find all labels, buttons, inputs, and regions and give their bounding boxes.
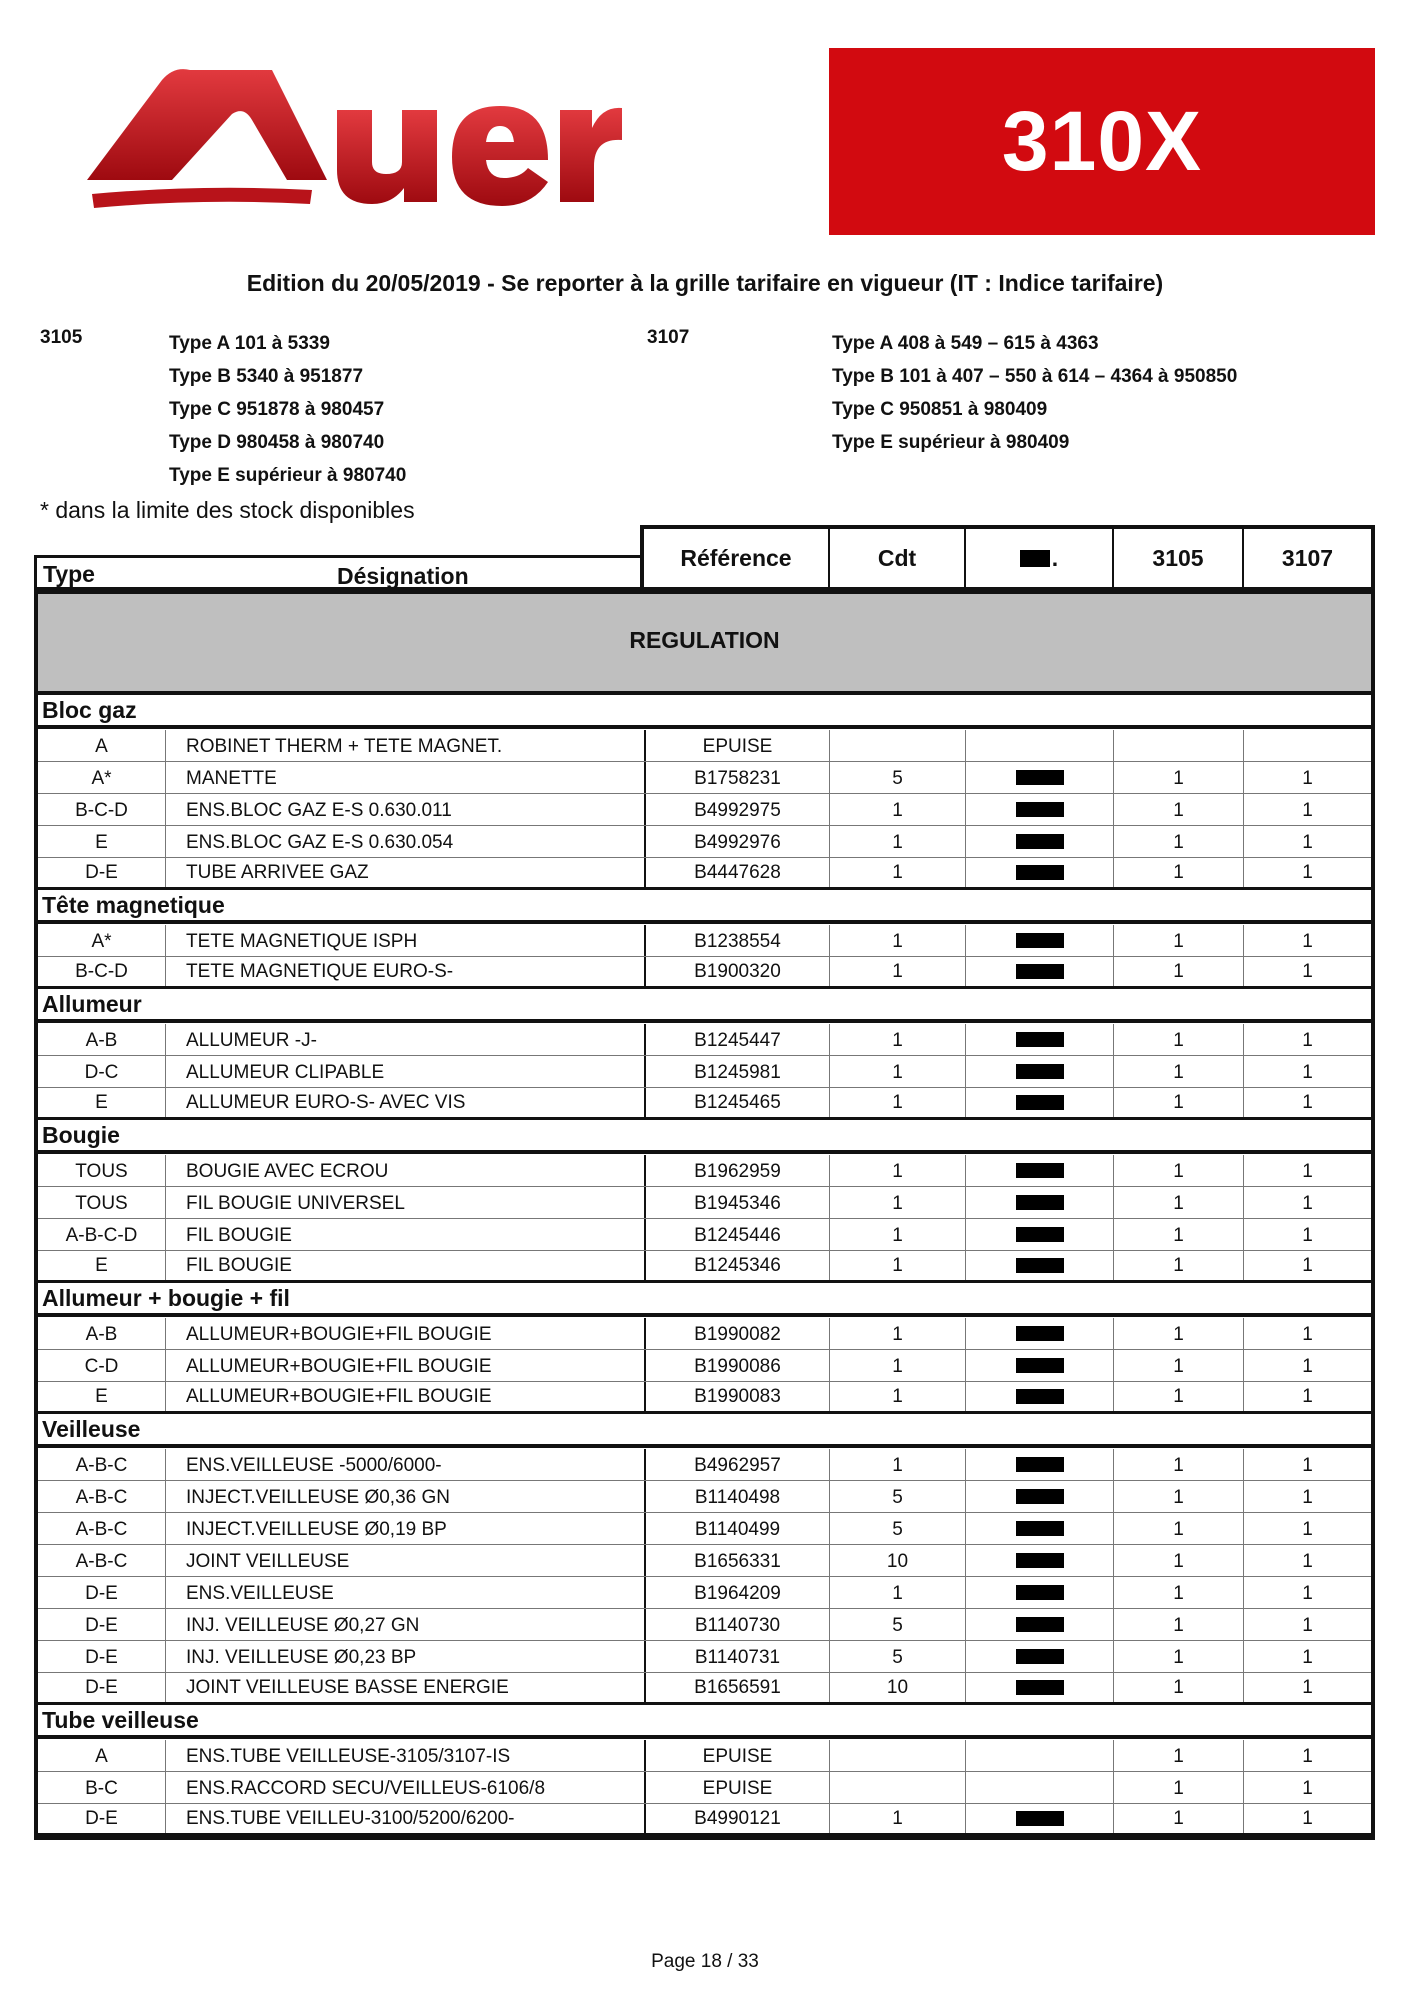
cell-designation: ALLUMEUR+BOUGIE+FIL BOUGIE — [166, 1382, 646, 1411]
cell-3105: 1 — [1114, 1772, 1244, 1803]
cell-3105: 1 — [1114, 1350, 1244, 1381]
header-3107: 3107 — [1281, 544, 1334, 571]
cell-cdt — [830, 1772, 966, 1803]
redacted-bar-icon — [1020, 550, 1050, 567]
model-banner — [829, 48, 1375, 235]
cell-3107: 1 — [1302, 1746, 1313, 1767]
cell-designation: ENS.VEILLEUSE — [166, 1577, 646, 1608]
type-info-item: Type A 408 à 549 – 615 à 4363 — [832, 333, 1099, 354]
type-info-item: Type D 980458 à 980740 — [169, 432, 385, 453]
cell-3107: 1 — [1302, 1487, 1313, 1508]
table-row — [38, 858, 1371, 890]
cell-3105: 1 — [1114, 1449, 1244, 1480]
cell-type: E — [38, 1251, 166, 1280]
type-info-item: Type C 951878 à 980457 — [169, 399, 385, 420]
cell-3105: 1 — [1114, 1609, 1244, 1640]
cell-it — [966, 1187, 1114, 1218]
cell-it — [966, 1350, 1114, 1381]
cell-3105: 1 — [1114, 1187, 1244, 1218]
table-header-right — [640, 525, 1375, 591]
cell-cdt: 1 — [830, 1449, 966, 1480]
cell-reference: B1990082 — [646, 1318, 830, 1349]
cell-3107: 1 — [1302, 1386, 1313, 1407]
redacted-bar-icon — [1016, 1811, 1064, 1826]
cell-3105: 1 — [1114, 1382, 1244, 1411]
cell-type: C-D — [38, 1350, 166, 1381]
table-row — [38, 730, 1371, 762]
cell-3105: 1 — [1114, 1318, 1244, 1349]
redacted-bar-icon — [1016, 1163, 1064, 1178]
cell-cdt: 1 — [830, 1187, 966, 1218]
cell-reference: B1140499 — [646, 1513, 830, 1544]
table-row — [38, 1088, 1371, 1120]
table-header-left — [34, 555, 643, 590]
table-row — [38, 1513, 1371, 1545]
cell-designation: ENS.BLOC GAZ E-S 0.630.011 — [166, 794, 646, 825]
cell-designation: FIL BOUGIE UNIVERSEL — [166, 1187, 646, 1218]
cell-3107: 1 — [1302, 862, 1313, 883]
cell-3107: 1 — [1302, 1225, 1313, 1246]
redacted-bar-icon — [1016, 1649, 1064, 1664]
cell-cdt: 1 — [830, 1088, 966, 1117]
redacted-bar-icon — [1016, 1585, 1064, 1600]
cell-it — [966, 1609, 1114, 1640]
cell-3105: 1 — [1114, 1673, 1244, 1702]
cell-type: TOUS — [38, 1155, 166, 1186]
cell-reference: EPUISE — [646, 730, 830, 761]
cell-type: A-B-C — [38, 1449, 166, 1480]
cell-it — [966, 1740, 1114, 1771]
cell-designation: BOUGIE AVEC ECROU — [166, 1155, 646, 1186]
redacted-bar-icon — [1016, 1389, 1064, 1404]
cell-3107: 1 — [1302, 1092, 1313, 1113]
cell-designation: TUBE ARRIVEE GAZ — [166, 858, 646, 887]
cell-3107: 1 — [1302, 1615, 1313, 1636]
cell-type: D-E — [38, 1673, 166, 1702]
cell-3107: 1 — [1302, 768, 1313, 789]
cell-3105: 1 — [1114, 1513, 1244, 1544]
redacted-bar-icon — [1016, 802, 1064, 817]
redacted-bar-icon — [1016, 1326, 1064, 1341]
cell-cdt: 10 — [830, 1545, 966, 1576]
table-row — [38, 1318, 1371, 1350]
table-row — [38, 1155, 1371, 1187]
cell-type: B-C-D — [38, 794, 166, 825]
cell-type: D-E — [38, 858, 166, 887]
cell-cdt: 1 — [830, 957, 966, 986]
cell-reference: B1238554 — [646, 925, 830, 956]
cell-cdt — [830, 730, 966, 761]
cell-reference: B1245346 — [646, 1251, 830, 1280]
table-row — [38, 1024, 1371, 1056]
type-info-item: Type B 5340 à 951877 — [169, 366, 364, 387]
cell-cdt: 1 — [830, 1219, 966, 1250]
cell-cdt: 1 — [830, 1155, 966, 1186]
header-reference: Référence — [644, 529, 830, 587]
cell-designation: ALLUMEUR EURO-S- AVEC VIS — [166, 1088, 646, 1117]
redacted-bar-icon — [1016, 1553, 1064, 1568]
cell-3105: 1 — [1114, 1481, 1244, 1512]
redacted-bar-icon — [1016, 1032, 1064, 1047]
cell-3107: 1 — [1302, 1551, 1313, 1572]
group-title: Bougie — [38, 1120, 1371, 1154]
cell-reference: B1990083 — [646, 1382, 830, 1411]
table-row — [38, 1251, 1371, 1283]
cell-type: B-C-D — [38, 957, 166, 986]
cell-type: A — [38, 730, 166, 761]
cell-cdt: 1 — [830, 1804, 966, 1833]
cell-it — [966, 1219, 1114, 1250]
type-info-item: Type E supérieur à 980740 — [169, 465, 407, 486]
cell-cdt: 1 — [830, 925, 966, 956]
type-info-3105-list — [169, 327, 406, 492]
cell-designation: ENS.TUBE VEILLEU-3100/5200/6200- — [166, 1804, 646, 1833]
cell-it — [966, 826, 1114, 857]
redacted-bar-icon — [1016, 1680, 1064, 1695]
redacted-bar-icon — [1016, 1457, 1064, 1472]
cell-3105: 1 — [1114, 794, 1244, 825]
cell-it — [966, 1318, 1114, 1349]
cell-it — [966, 1545, 1114, 1576]
redacted-bar-icon — [1016, 1227, 1064, 1242]
cell-designation: FIL BOUGIE — [166, 1219, 646, 1250]
cell-reference: B1990086 — [646, 1350, 830, 1381]
header-it-label: . — [1051, 544, 1059, 571]
cell-type: B-C — [38, 1772, 166, 1803]
group-rows — [38, 729, 1371, 890]
cell-3105: 1 — [1114, 1088, 1244, 1117]
redacted-bar-icon — [1016, 1521, 1064, 1536]
cell-type: E — [38, 1382, 166, 1411]
cell-reference: B4992976 — [646, 826, 830, 857]
cell-3107: 1 — [1302, 1778, 1313, 1799]
group-rows — [38, 924, 1371, 989]
cell-3107: 1 — [1302, 1324, 1313, 1345]
redacted-bar-icon — [1016, 770, 1064, 785]
group-rows — [38, 1448, 1371, 1705]
cell-3107: 1 — [1302, 1193, 1313, 1214]
cell-3107: 1 — [1302, 931, 1313, 952]
cell-3107: 1 — [1302, 1808, 1313, 1829]
cell-3105: 1 — [1114, 1641, 1244, 1672]
cell-3105: 1 — [1114, 1155, 1244, 1186]
cell-reference: B1758231 — [646, 762, 830, 793]
type-info-item: Type B 101 à 407 – 550 à 614 – 4364 à 950850 — [832, 366, 1238, 387]
cell-reference: B1140731 — [646, 1641, 830, 1672]
group-rows — [38, 1023, 1371, 1120]
cell-3105 — [1114, 730, 1244, 761]
cell-type: A* — [38, 925, 166, 956]
cell-3107: 1 — [1302, 1583, 1313, 1604]
redacted-bar-icon — [1016, 1195, 1064, 1210]
page-number: Page 18 / 33 — [651, 1951, 759, 1972]
cell-reference: B1245447 — [646, 1024, 830, 1055]
cell-designation: INJECT.VEILLEUSE Ø0,36 GN — [166, 1481, 646, 1512]
cell-it — [966, 1772, 1114, 1803]
cell-reference: B4990121 — [646, 1804, 830, 1833]
redacted-bar-icon — [1016, 1489, 1064, 1504]
cell-reference: B1140730 — [646, 1609, 830, 1640]
cell-3105: 1 — [1114, 1545, 1244, 1576]
cell-designation: ENS.RACCORD SECU/VEILLEUS-6106/8 — [166, 1772, 646, 1803]
cell-cdt: 1 — [830, 1056, 966, 1087]
cell-3105: 1 — [1114, 957, 1244, 986]
cell-designation: ALLUMEUR -J- — [166, 1024, 646, 1055]
cell-3107 — [1244, 730, 1371, 761]
cell-it — [966, 794, 1114, 825]
cell-designation: ENS.VEILLEUSE -5000/6000- — [166, 1449, 646, 1480]
cell-designation: ENS.TUBE VEILLEUSE-3105/3107-IS — [166, 1740, 646, 1771]
cell-it — [966, 957, 1114, 986]
group-rows — [38, 1739, 1371, 1836]
edition-line: Edition du 20/05/2019 - Se reporter à la grille tarifaire en vigueur (IT : Indice tarifaire) — [246, 270, 1164, 296]
cell-cdt: 1 — [830, 794, 966, 825]
cell-it — [966, 1577, 1114, 1608]
cell-it — [966, 1673, 1114, 1702]
header-it — [966, 529, 1114, 587]
cell-reference: B1245981 — [646, 1056, 830, 1087]
cell-designation: TETE MAGNETIQUE EURO-S- — [166, 957, 646, 986]
cell-cdt: 1 — [830, 1024, 966, 1055]
group-title: Veilleuse — [38, 1414, 1371, 1448]
cell-type: A-B-C — [38, 1545, 166, 1576]
cell-3105: 1 — [1114, 1740, 1244, 1771]
cell-cdt: 1 — [830, 858, 966, 887]
table-row — [38, 1481, 1371, 1513]
type-info-item: Type E supérieur à 980409 — [832, 432, 1070, 453]
section-title: REGULATION — [629, 626, 780, 653]
cell-reference: B1962959 — [646, 1155, 830, 1186]
type-info-item: Type C 950851 à 980409 — [832, 399, 1048, 420]
group-title: Tête magnetique — [38, 890, 1371, 924]
cell-3105: 1 — [1114, 858, 1244, 887]
table-row — [38, 1350, 1371, 1382]
redacted-bar-icon — [1016, 1258, 1064, 1273]
brand-name: Auer — [352, 227, 357, 229]
cell-reference: B1656331 — [646, 1545, 830, 1576]
table-row — [38, 1219, 1371, 1251]
cell-designation: INJ. VEILLEUSE Ø0,27 GN — [166, 1609, 646, 1640]
redacted-bar-icon — [1016, 1064, 1064, 1079]
cell-designation: ROBINET THERM + TETE MAGNET. — [166, 730, 646, 761]
stock-note: * dans la limite des stock disponibles — [40, 497, 415, 523]
cell-3107: 1 — [1302, 1062, 1313, 1083]
cell-3105: 1 — [1114, 1577, 1244, 1608]
cell-reference: B1245465 — [646, 1088, 830, 1117]
cell-designation: ALLUMEUR CLIPABLE — [166, 1056, 646, 1087]
cell-designation: INJ. VEILLEUSE Ø0,23 BP — [166, 1641, 646, 1672]
cell-it — [966, 1449, 1114, 1480]
cell-cdt: 5 — [830, 1481, 966, 1512]
cell-it — [966, 1804, 1114, 1833]
cell-type: A-B-C — [38, 1513, 166, 1544]
table-row — [38, 1772, 1371, 1804]
cell-reference: B1656591 — [646, 1673, 830, 1702]
cell-cdt: 1 — [830, 1350, 966, 1381]
type-info-3107-list — [832, 327, 1237, 459]
cell-cdt: 5 — [830, 1641, 966, 1672]
redacted-bar-icon — [1016, 933, 1064, 948]
cell-3105: 1 — [1114, 826, 1244, 857]
cell-it — [966, 1024, 1114, 1055]
cell-cdt: 5 — [830, 1609, 966, 1640]
cell-it — [966, 1641, 1114, 1672]
model-number: 310X — [1001, 94, 1203, 188]
redacted-bar-icon — [1016, 1358, 1064, 1373]
header-3105: 3105 — [1114, 529, 1244, 587]
table-row — [38, 1641, 1371, 1673]
cell-type: D-E — [38, 1804, 166, 1833]
cell-3107: 1 — [1302, 1677, 1313, 1698]
cell-cdt: 1 — [830, 1577, 966, 1608]
table-row — [38, 957, 1371, 989]
cell-type: A-B — [38, 1024, 166, 1055]
table-row — [38, 925, 1371, 957]
cell-it — [966, 1056, 1114, 1087]
cell-type: A — [38, 1740, 166, 1771]
cell-cdt — [830, 1740, 966, 1771]
cell-designation: ENS.BLOC GAZ E-S 0.630.054 — [166, 826, 646, 857]
cell-3107: 1 — [1302, 961, 1313, 982]
cell-type: D-E — [38, 1577, 166, 1608]
cell-cdt: 1 — [830, 1318, 966, 1349]
cell-it — [966, 925, 1114, 956]
redacted-bar-icon — [1016, 1617, 1064, 1632]
table-row — [38, 762, 1371, 794]
table-row — [38, 1673, 1371, 1705]
cell-it — [966, 1513, 1114, 1544]
redacted-bar-icon — [1016, 834, 1064, 849]
group-title: Tube veilleuse — [38, 1705, 1371, 1739]
cell-3105: 1 — [1114, 762, 1244, 793]
cell-cdt: 1 — [830, 1251, 966, 1280]
type-info-3105-model: 3105 — [40, 327, 83, 348]
table-row — [38, 794, 1371, 826]
cell-3107: 1 — [1302, 800, 1313, 821]
cell-reference: B1964209 — [646, 1577, 830, 1608]
header-designation: Désignation — [337, 563, 469, 589]
cell-type: E — [38, 826, 166, 857]
cell-3107: 1 — [1302, 1255, 1313, 1276]
parts-table — [34, 695, 1375, 1840]
cell-type: A* — [38, 762, 166, 793]
cell-3105: 1 — [1114, 1219, 1244, 1250]
section-band — [34, 590, 1375, 695]
cell-cdt: 1 — [830, 826, 966, 857]
cell-reference: B1945346 — [646, 1187, 830, 1218]
cell-cdt: 5 — [830, 1513, 966, 1544]
cell-3107: 1 — [1302, 1161, 1313, 1182]
group-title: Allumeur + bougie + fil — [38, 1283, 1371, 1317]
cell-designation: JOINT VEILLEUSE BASSE ENERGIE — [166, 1673, 646, 1702]
cell-type: D-E — [38, 1641, 166, 1672]
header-type: Type — [43, 561, 95, 587]
cell-designation: TETE MAGNETIQUE ISPH — [166, 925, 646, 956]
cell-3105: 1 — [1114, 1251, 1244, 1280]
cell-type: A-B-C — [38, 1481, 166, 1512]
cell-cdt: 5 — [830, 762, 966, 793]
cell-designation: JOINT VEILLEUSE — [166, 1545, 646, 1576]
table-row — [38, 1449, 1371, 1481]
cell-it — [966, 762, 1114, 793]
cell-3107: 1 — [1302, 1356, 1313, 1377]
redacted-bar-icon — [1016, 1095, 1064, 1110]
cell-it — [966, 1251, 1114, 1280]
cell-reference: B4962957 — [646, 1449, 830, 1480]
redacted-bar-icon — [1016, 865, 1064, 880]
cell-reference: B1245446 — [646, 1219, 830, 1250]
cell-3107: 1 — [1302, 832, 1313, 853]
table-row — [38, 1609, 1371, 1641]
cell-3107: 1 — [1302, 1519, 1313, 1540]
cell-3107: 1 — [1302, 1455, 1313, 1476]
cell-reference: B1900320 — [646, 957, 830, 986]
table-row — [38, 1804, 1371, 1836]
cell-cdt: 1 — [830, 1382, 966, 1411]
cell-3105: 1 — [1114, 1056, 1244, 1087]
cell-type: E — [38, 1088, 166, 1117]
cell-reference: B4992975 — [646, 794, 830, 825]
cell-3107: 1 — [1302, 1647, 1313, 1668]
group-title: Allumeur — [38, 989, 1371, 1023]
cell-it — [966, 1481, 1114, 1512]
cell-type: A-B-C-D — [38, 1219, 166, 1250]
type-info-item: Type A 101 à 5339 — [169, 333, 330, 354]
cell-it — [966, 1088, 1114, 1117]
cell-designation: INJECT.VEILLEUSE Ø0,19 BP — [166, 1513, 646, 1544]
table-row — [38, 1740, 1371, 1772]
table-row — [38, 1187, 1371, 1219]
cell-3105: 1 — [1114, 925, 1244, 956]
table-row — [38, 1577, 1371, 1609]
cell-type: TOUS — [38, 1187, 166, 1218]
cell-3105: 1 — [1114, 1024, 1244, 1055]
cell-it — [966, 730, 1114, 761]
cell-cdt: 10 — [830, 1673, 966, 1702]
cell-it — [966, 1155, 1114, 1186]
table-row — [38, 1382, 1371, 1414]
cell-reference: B4447628 — [646, 858, 830, 887]
cell-reference: B1140498 — [646, 1481, 830, 1512]
group-title: Bloc gaz — [38, 695, 1371, 729]
cell-designation: ALLUMEUR+BOUGIE+FIL BOUGIE — [166, 1318, 646, 1349]
group-rows — [38, 1154, 1371, 1283]
cell-reference: EPUISE — [646, 1772, 830, 1803]
cell-designation: FIL BOUGIE — [166, 1251, 646, 1280]
cell-type: D-C — [38, 1056, 166, 1087]
cell-type: A-B — [38, 1318, 166, 1349]
cell-it — [966, 858, 1114, 887]
cell-type: D-E — [38, 1609, 166, 1640]
cell-3105: 1 — [1114, 1804, 1244, 1833]
cell-3107: 1 — [1302, 1030, 1313, 1051]
table-row — [38, 826, 1371, 858]
header-cdt: Cdt — [830, 529, 966, 587]
table-row — [38, 1056, 1371, 1088]
table-row — [38, 1545, 1371, 1577]
cell-it — [966, 1382, 1114, 1411]
auer-logo — [82, 62, 622, 232]
cell-designation: MANETTE — [166, 762, 646, 793]
cell-designation: ALLUMEUR+BOUGIE+FIL BOUGIE — [166, 1350, 646, 1381]
redacted-bar-icon — [1016, 964, 1064, 979]
group-rows — [38, 1317, 1371, 1414]
type-info-3107-model: 3107 — [647, 327, 690, 348]
cell-reference: EPUISE — [646, 1740, 830, 1771]
